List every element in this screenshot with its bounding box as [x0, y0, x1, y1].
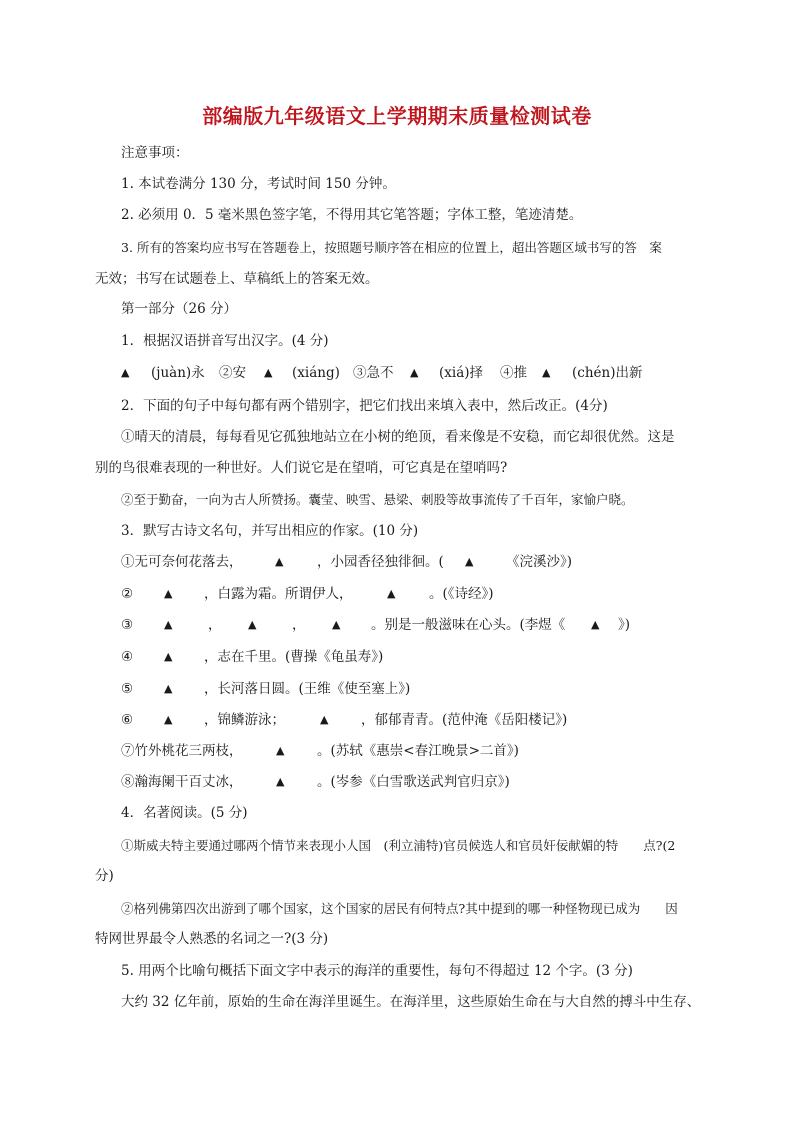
blank-marker: ▲	[264, 366, 273, 379]
question-4-stem: 4．名著阅读。(5 分)	[121, 805, 248, 821]
poem-number: ⑤	[121, 681, 134, 697]
question-4-item-1b: 分)	[95, 868, 114, 884]
poem-text: 。(苏轼《惠崇<春江晚景>二首》)	[317, 743, 519, 759]
pinyin-item: (juàn)永	[151, 365, 205, 381]
pinyin-item: (xiá)择	[439, 365, 484, 381]
notice-heading: 注意事项：	[121, 145, 189, 161]
poem-text: 》)	[618, 617, 631, 633]
blank-marker: ▲	[164, 650, 173, 663]
pinyin-item: ③急不	[353, 365, 394, 381]
pinyin-item: (chén)出新	[572, 365, 643, 381]
poem-text: ，长河落日圆。(王维《使至塞上》)	[204, 681, 411, 697]
poem-text: ①无可奈何花落去，	[121, 554, 243, 570]
question-4-item-1a: ①斯威夫特主要通过哪两个情节来表现小人国 (利立浦特)官员候选人和官员奸佞献媚的特 点?(2	[121, 838, 676, 853]
blank-marker: ▲	[248, 618, 257, 631]
poem-number: ⑥	[121, 712, 134, 728]
blank-marker: ▲	[276, 744, 285, 757]
blank-marker: ▲	[320, 713, 329, 726]
notice-item-3-line2: 无效；书写在试题卷上、草稿纸上的答案无效。	[95, 271, 379, 287]
poem-text: ，小园香径独徘徊。(	[317, 554, 444, 570]
pinyin-item: ④推	[500, 365, 527, 381]
question-2-sentence-2: ②至于勤奋，一向为古人所赞扬。囊莹、映雪、悬梁、刺股等故事流传了千百年，家愉户晓。	[121, 492, 634, 507]
poem-text: ，	[208, 617, 222, 633]
notice-item-2: 2. 必须用 0．5 毫米黑色签字笔，不得用其它笔答题；字体工整，笔迹清楚。	[121, 207, 583, 223]
blank-marker: ▲	[276, 775, 285, 788]
question-5-passage: 大约 32 亿年前，原始的生命在海洋里诞生。在海洋里，这些原始生命在与大自然的搏斗中生存、	[121, 994, 701, 1010]
poem-text: 。(岑参《白雪歌送武判官归京》)	[317, 774, 510, 790]
question-2-sentence-1b: 别的鸟很难表现的一种世好。人们说它是在望哨，可它真是在望哨吗?	[95, 460, 508, 476]
blank-marker: ▲	[465, 555, 474, 568]
poem-text: ，锦鳞游泳；	[204, 712, 285, 728]
poem-number: ④	[121, 649, 134, 665]
poem-text: ，郁郁青青。(范仲淹《岳阳楼记》)	[361, 712, 568, 728]
question-3-stem: 3．默写古诗文名句，并写出相应的作家。(10 分)	[121, 523, 419, 539]
poem-text: ，志在千里。(曹操《龟虽寿》)	[204, 649, 384, 665]
poem-text: ，白露为霜。所谓伊人，	[204, 586, 353, 602]
pinyin-item: (xiáng)	[292, 365, 340, 381]
blank-marker: ▲	[591, 618, 600, 631]
blank-marker: ▲	[410, 366, 419, 379]
poem-number: ③	[121, 617, 134, 633]
notice-item-1: 1. 本试卷满分 130 分，考试时间 150 分钟。	[121, 176, 396, 192]
part-one-heading: 第一部分（26 分）	[121, 301, 237, 317]
blank-marker: ▲	[275, 555, 284, 568]
blank-marker: ▲	[542, 366, 551, 379]
question-4-item-2a: ②格列佛第四次出游到了哪个国家，这个国家的居民有何特点?其中提到的哪一种怪物现已成为 因	[121, 901, 678, 916]
poem-text: 。(《诗经》)	[429, 586, 494, 602]
blank-marker: ▲	[164, 682, 173, 695]
question-2-stem: 2．下面的句子中每句都有两个错别字，把它们找出来填入表中，然后改正。(4分)	[121, 398, 608, 414]
exam-title: 部编版九年级语文上学期期末质量检测试卷	[202, 104, 592, 128]
poem-text: ，	[292, 617, 306, 633]
notice-item-3-line1: 3. 所有的答案均应书写在答题卷上，按照题号顺序答在相应的位置上，超出答题区域书写的答 案	[121, 240, 662, 255]
blank-marker: ▲	[164, 713, 173, 726]
question-1-stem: 1．根据汉语拼音写出汉字。(4 分)	[121, 333, 329, 349]
pinyin-item: ②安	[219, 365, 246, 381]
blank-marker: ▲	[164, 587, 173, 600]
poem-text: 。别是一般滋味在心头。(李煜《	[371, 617, 566, 633]
blank-marker: ▲	[332, 618, 341, 631]
blank-marker: ▲	[164, 618, 173, 631]
question-2-sentence-1a: ①晴天的清晨，每每看见它孤独地站立在小树的绝顶，看来像是不安稳，而它却很优然。这是	[121, 429, 675, 445]
blank-marker: ▲	[121, 366, 130, 379]
poem-text: ⑦竹外桃花三两枝，	[121, 743, 243, 759]
poem-text: ⑧瀚海阑干百丈冰，	[121, 774, 243, 790]
poem-text: 《浣溪沙》)	[506, 554, 573, 570]
question-5-stem: 5. 用两个比喻句概括下面文字中表示的海洋的重要性，每句不得超过 12 个字。(3 分)	[121, 963, 633, 979]
blank-marker: ▲	[387, 587, 396, 600]
question-4-item-2b: 特网世界最令人熟悉的名词之一?(3 分)	[95, 931, 329, 947]
poem-number: ②	[121, 586, 134, 602]
